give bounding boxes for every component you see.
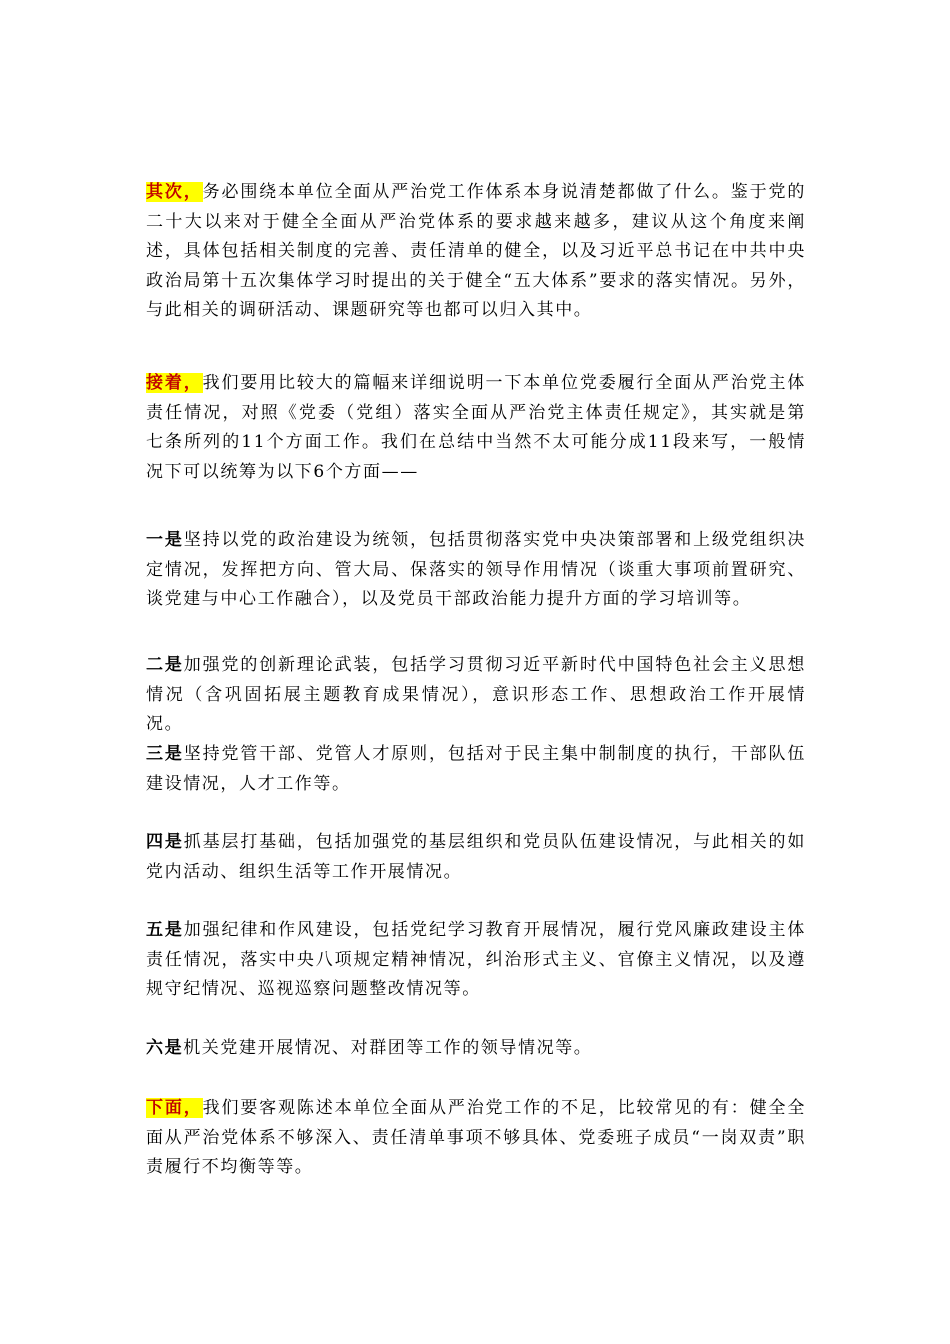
- paragraph-qici: [146, 178, 806, 326]
- paragraph-item-3: [146, 740, 806, 799]
- highlighted-lead-phrase: 下面，: [146, 1098, 203, 1118]
- highlighted-lead-phrase: 其次，: [146, 182, 203, 202]
- paragraph-body: 我们要客观陈述本单位全面从严治党工作的不足，比较常见的有：健全全面从严治党体系不够深入、责任清单事项不够具体、党委班子成员“一岗双责”职责履行不均衡等等。: [146, 1098, 806, 1177]
- item-lead: 四是: [146, 832, 184, 852]
- paragraph-item-2: [146, 651, 806, 740]
- paragraph-body: 坚持以党的政治建设为统领，包括贯彻落实党中央决策部署和上级党组织决定情况，发挥把方向、管大局、保落实的领导作用情况（谈重大事项前置研究、谈党建与中心工作融合），以及党员干部政治能力提升方面的学习培训等。: [146, 530, 806, 609]
- paragraph-item-1: [146, 526, 806, 615]
- paragraph-body: 机关党建开展情况、对群团等工作的领导情况等。: [183, 1038, 593, 1058]
- highlighted-lead-phrase: 接着，: [146, 373, 203, 393]
- item-lead: 一是: [146, 530, 184, 550]
- paragraph-item-4: [146, 828, 806, 887]
- paragraph-body: 坚持党管干部、党管人才原则，包括对于民主集中制制度的执行，干部队伍建设情况，人才工作等。: [146, 744, 806, 794]
- paragraph-item-5: [146, 916, 806, 1005]
- item-lead: 五是: [146, 920, 184, 940]
- item-lead: 三是: [146, 744, 184, 764]
- paragraph-jiezhe: [146, 369, 806, 487]
- paragraph-xiamian: [146, 1094, 806, 1183]
- paragraph-item-6: [146, 1034, 806, 1064]
- paragraph-body: 加强党的创新理论武装，包括学习贯彻习近平新时代中国特色社会主义思想情况（含巩固拓展主题教育成果情况），意识形态工作、思想政治工作开展情况。: [146, 655, 806, 734]
- paragraph-body: 务必围绕本单位全面从严治党工作体系本身说清楚都做了什么。鉴于党的二十大以来对于健全全面从严治党体系的要求越来越多，建议从这个角度来阐述，具体包括相关制度的完善、责任清单的健全，以及习近平总书记在中共中央政治局第十五次集体学习时提出的关于健全“五大体系”要求的落实情况。另外，与此相关的调研活动、课题研究等也都可以归入其中。: [146, 182, 806, 320]
- item-lead: 二是: [146, 655, 184, 675]
- paragraph-body: 加强纪律和作风建设，包括党纪学习教育开展情况，履行党风廉政建设主体责任情况，落实中央八项规定精神情况，纠治形式主义、官僚主义情况，以及遵规守纪情况、巡视巡察问题整改情况等。: [146, 920, 806, 999]
- paragraph-body: 我们要用比较大的篇幅来详细说明一下本单位党委履行全面从严治党主体责任情况，对照《党委（党组）落实全面从严治党主体责任规定》，其实就是第七条所列的11个方面工作。我们在总结中当然不太可能分成11段来写，一般情况下可以统筹为以下6个方面——: [146, 373, 806, 482]
- item-lead: 六是: [146, 1038, 184, 1058]
- paragraph-body: 抓基层打基础，包括加强党的基层组织和党员队伍建设情况，与此相关的如党内活动、组织生活等工作开展情况。: [146, 832, 806, 882]
